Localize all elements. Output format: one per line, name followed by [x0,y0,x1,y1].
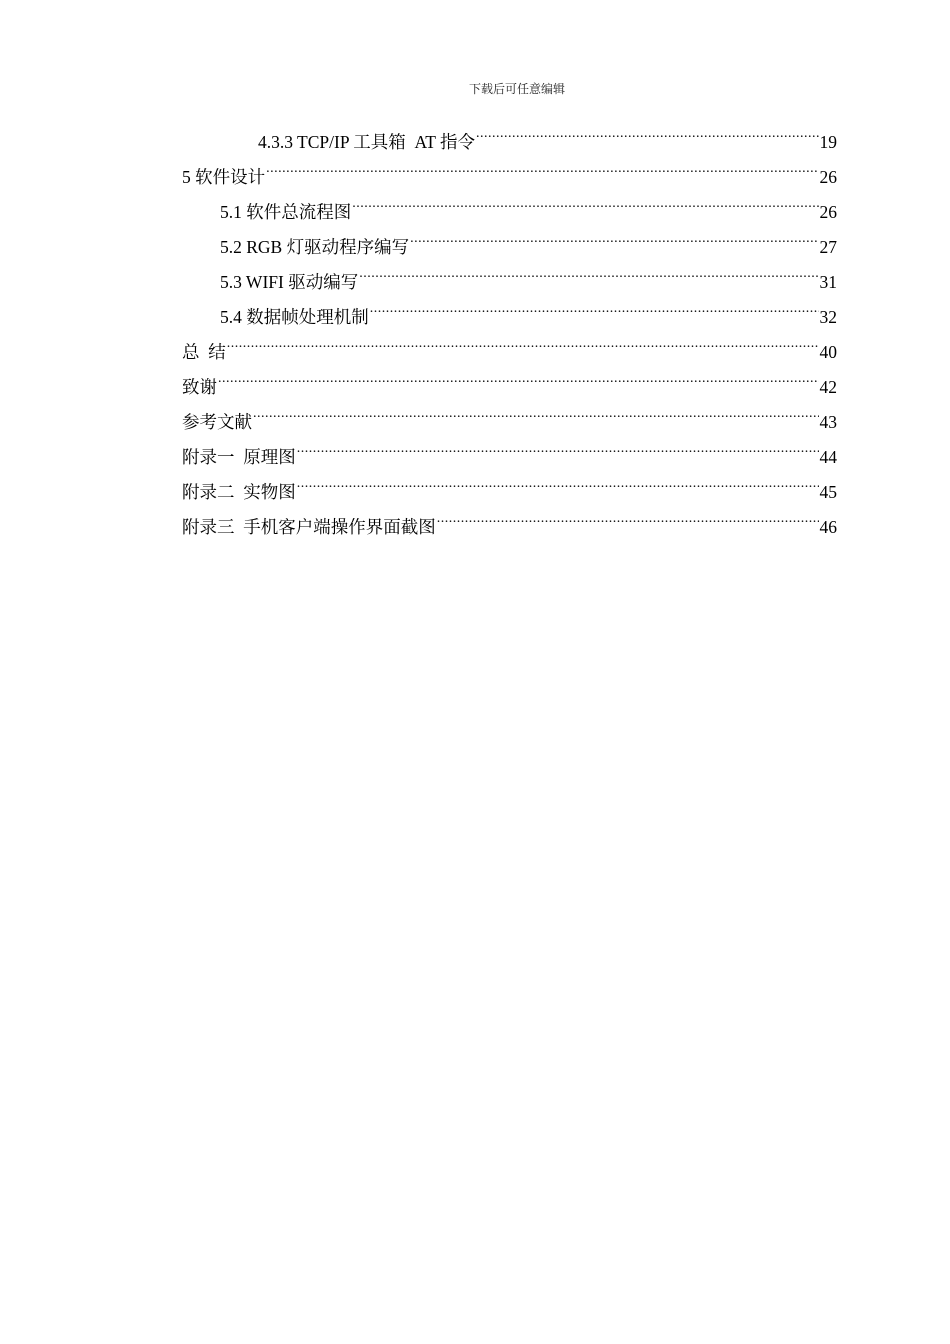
toc-entry[interactable] [182,113,837,152]
toc-entry-page: 19 [819,132,837,152]
toc-entry[interactable] [182,323,837,362]
toc-entry-page: 32 [819,307,837,327]
toc-entry-title: 附录一 原理图 [182,447,296,467]
toc-entry-page: 45 [819,482,837,502]
toc-entry-page: 31 [819,272,837,292]
toc-entry-title: 5 软件设计 [182,167,266,187]
toc-entry-title: 致谢 [182,377,217,397]
toc-dot-leader [476,113,819,148]
page-header: 下载后可任意编辑 [468,82,565,96]
toc-entry-title: 附录三 手机客户端操作界面截图 [182,517,436,537]
toc-dot-leader [370,288,819,323]
toc-dot-leader [266,148,818,183]
toc-dot-leader [227,323,819,358]
toc-dot-leader [297,463,819,498]
toc-entry-title: 5.4 数据帧处理机制 [220,307,369,327]
toc-entry-page: 43 [819,412,837,432]
toc-entry-title: 附录二 实物图 [182,482,296,502]
toc-entry[interactable] [182,358,837,397]
table-of-contents [182,113,837,537]
toc-dot-leader [410,218,818,253]
toc-dot-leader [218,358,819,393]
toc-entry-page: 44 [819,447,837,467]
toc-entry-title: 4.3.3 TCP/IP 工具箱 AT 指令 [258,132,475,152]
toc-entry[interactable] [182,428,837,467]
toc-dot-leader [352,183,818,218]
toc-entry[interactable] [182,393,837,432]
toc-entry-page: 27 [819,237,837,257]
toc-entry-page: 46 [819,517,837,537]
toc-dot-leader [297,428,819,463]
toc-dot-leader [253,393,819,428]
toc-entry-title: 5.3 WIFI 驱动编写 [220,272,359,292]
toc-entry-page: 26 [819,167,837,187]
toc-entry-page: 42 [819,377,837,397]
toc-entry-page: 40 [819,342,837,362]
toc-dot-leader [359,253,818,288]
toc-entry-title: 5.2 RGB 灯驱动程序编写 [220,237,410,257]
toc-entry-title: 参考文献 [182,412,252,432]
toc-entry-title: 总 结 [182,342,226,362]
toc-entry[interactable] [182,148,837,187]
toc-entry-page: 26 [819,202,837,222]
toc-entry[interactable] [182,183,837,222]
toc-dot-leader [437,498,819,533]
toc-entry-title: 5.1 软件总流程图 [220,202,352,222]
